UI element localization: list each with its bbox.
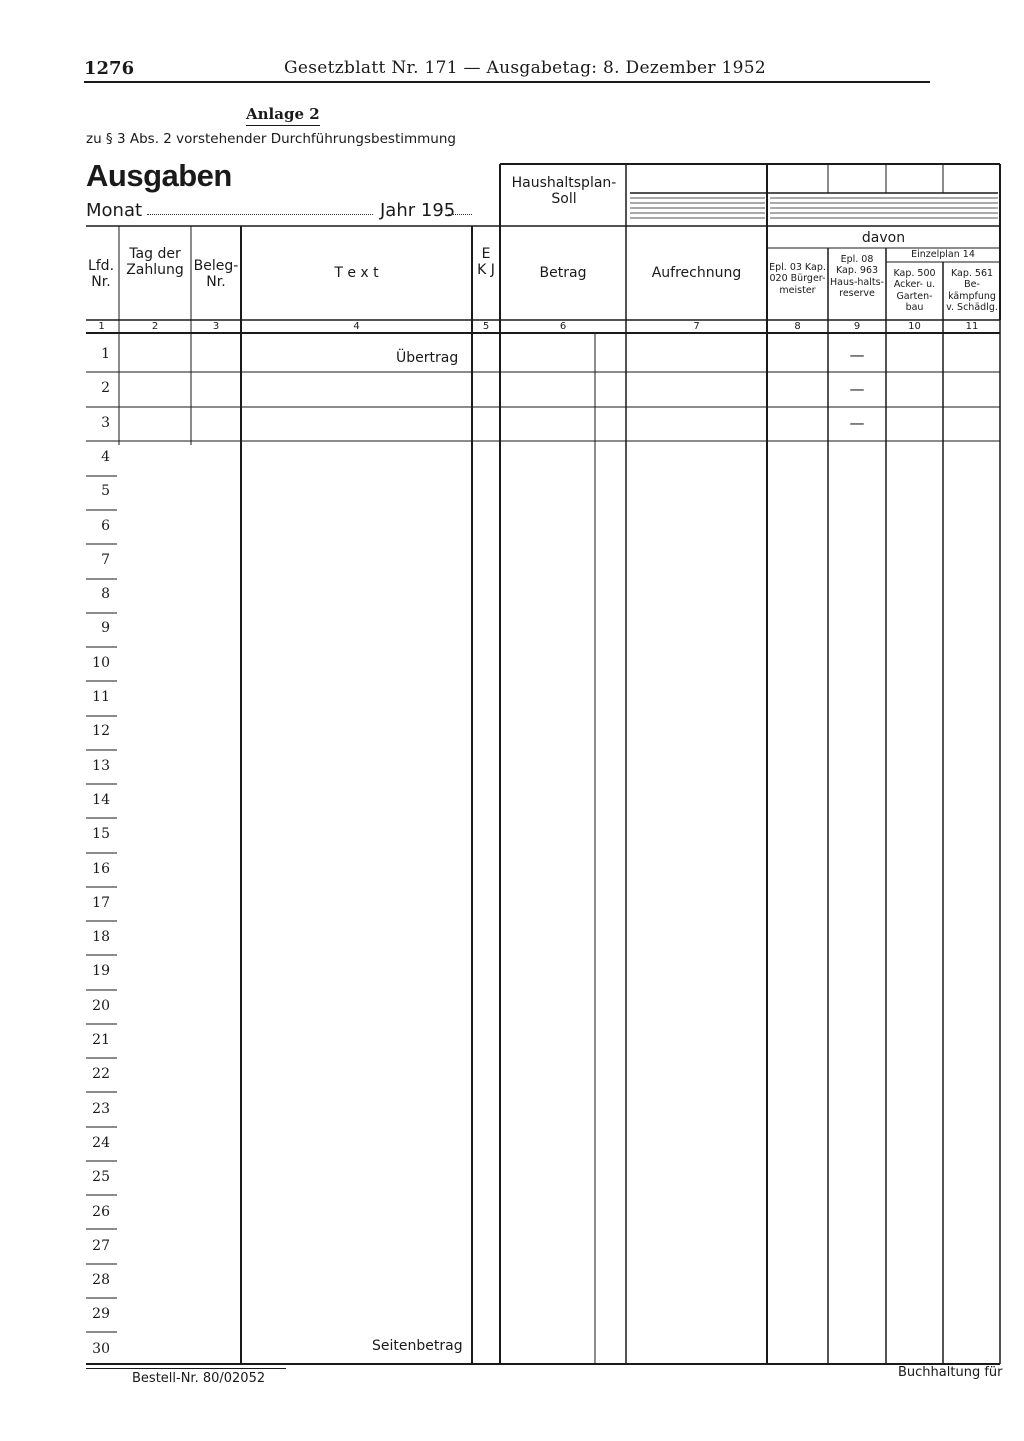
davon-header: davon bbox=[861, 230, 906, 246]
row-number: 4 bbox=[101, 449, 110, 465]
kap561-header: Kap. 561 Be-kämpfung v. Schädlg. bbox=[946, 268, 998, 314]
tag-der-zahlung-header: Tag der Zahlung bbox=[126, 246, 184, 279]
column-number: 2 bbox=[151, 321, 159, 332]
row-number: 29 bbox=[92, 1306, 110, 1322]
jahr-label: Jahr 195 bbox=[380, 200, 456, 221]
betrag-header: Betrag bbox=[539, 265, 587, 281]
einzelplan-header: Einzelplan 14 bbox=[911, 249, 975, 260]
row-number: 26 bbox=[92, 1204, 110, 1220]
row-number: 17 bbox=[92, 895, 110, 911]
row-number: 14 bbox=[92, 792, 110, 808]
row-dash: — bbox=[849, 346, 865, 364]
row-number: 16 bbox=[92, 861, 110, 877]
column-number: 11 bbox=[965, 321, 979, 332]
row-number: 18 bbox=[92, 929, 110, 945]
order-number: Bestell-Nr. 80/02052 bbox=[132, 1371, 266, 1386]
subtitle: zu § 3 Abs. 2 vorstehender Durchführungsbestimmung bbox=[86, 131, 456, 147]
row-number: 1 bbox=[101, 346, 110, 362]
row-number: 25 bbox=[92, 1169, 110, 1185]
row-dash: — bbox=[849, 380, 865, 398]
monat-label: Monat bbox=[86, 200, 143, 221]
anlage-label: Anlage 2 bbox=[246, 105, 320, 126]
column-number: 5 bbox=[482, 321, 490, 332]
page-number: 1276 bbox=[84, 58, 135, 79]
row-number: 10 bbox=[92, 655, 110, 671]
footer-rule bbox=[86, 1368, 286, 1369]
row-number: 2 bbox=[101, 380, 110, 396]
row-dash: — bbox=[849, 414, 865, 432]
row-number: 23 bbox=[92, 1101, 110, 1117]
row-number: 24 bbox=[92, 1135, 110, 1151]
row-number: 20 bbox=[92, 998, 110, 1014]
row-number: 30 bbox=[92, 1341, 110, 1357]
text-header: T e x t bbox=[334, 265, 379, 281]
row-number: 15 bbox=[92, 826, 110, 842]
form-title: Ausgaben bbox=[86, 158, 232, 193]
footer-right-text: Buchhaltung für bbox=[898, 1365, 1003, 1380]
column-number: 9 bbox=[853, 321, 861, 332]
row-number: 19 bbox=[92, 963, 110, 979]
uebertrag-text: Übertrag bbox=[396, 350, 459, 366]
row-number: 28 bbox=[92, 1272, 110, 1288]
seitenbetrag-text: Seitenbetrag bbox=[372, 1338, 463, 1354]
epl03-header: Epl. 03 Kap. 020 Bürger-meister bbox=[769, 262, 826, 296]
aufrechnung-header: Aufrechnung bbox=[651, 265, 742, 281]
column-number: 10 bbox=[908, 321, 921, 332]
column-number: 7 bbox=[693, 321, 700, 332]
column-number: 1 bbox=[98, 321, 105, 332]
kap500-header: Kap. 500 Acker- u. Garten-bau bbox=[893, 268, 936, 314]
column-number: 3 bbox=[212, 321, 220, 332]
row-number: 5 bbox=[101, 483, 110, 499]
epl08-header: Epl. 08 Kap. 963 Haus-halts-reserve bbox=[830, 254, 884, 300]
row-number: 27 bbox=[92, 1238, 110, 1254]
column-number: 6 bbox=[559, 321, 567, 332]
beleg-nr-header: Beleg-Nr. bbox=[193, 258, 239, 291]
gazette-header-title: Gesetzblatt Nr. 171 — Ausgabetag: 8. Dezember 1952 bbox=[284, 58, 767, 78]
ekj-header: E K J bbox=[477, 246, 495, 279]
row-number: 22 bbox=[92, 1066, 110, 1082]
haushaltsplan-soll-header: Haushaltsplan-Soll bbox=[511, 175, 617, 208]
lfd-nr-header: Lfd. Nr. bbox=[87, 258, 115, 291]
row-number: 6 bbox=[101, 518, 110, 534]
column-number: 8 bbox=[794, 321, 801, 332]
row-number: 12 bbox=[92, 723, 110, 739]
row-number: 3 bbox=[101, 415, 110, 431]
row-number: 7 bbox=[101, 552, 110, 568]
row-number: 21 bbox=[92, 1032, 110, 1048]
row-number: 11 bbox=[92, 689, 110, 705]
row-number: 8 bbox=[101, 586, 110, 602]
column-number: 4 bbox=[353, 321, 360, 332]
row-number: 9 bbox=[101, 620, 110, 636]
row-number: 13 bbox=[92, 758, 110, 774]
